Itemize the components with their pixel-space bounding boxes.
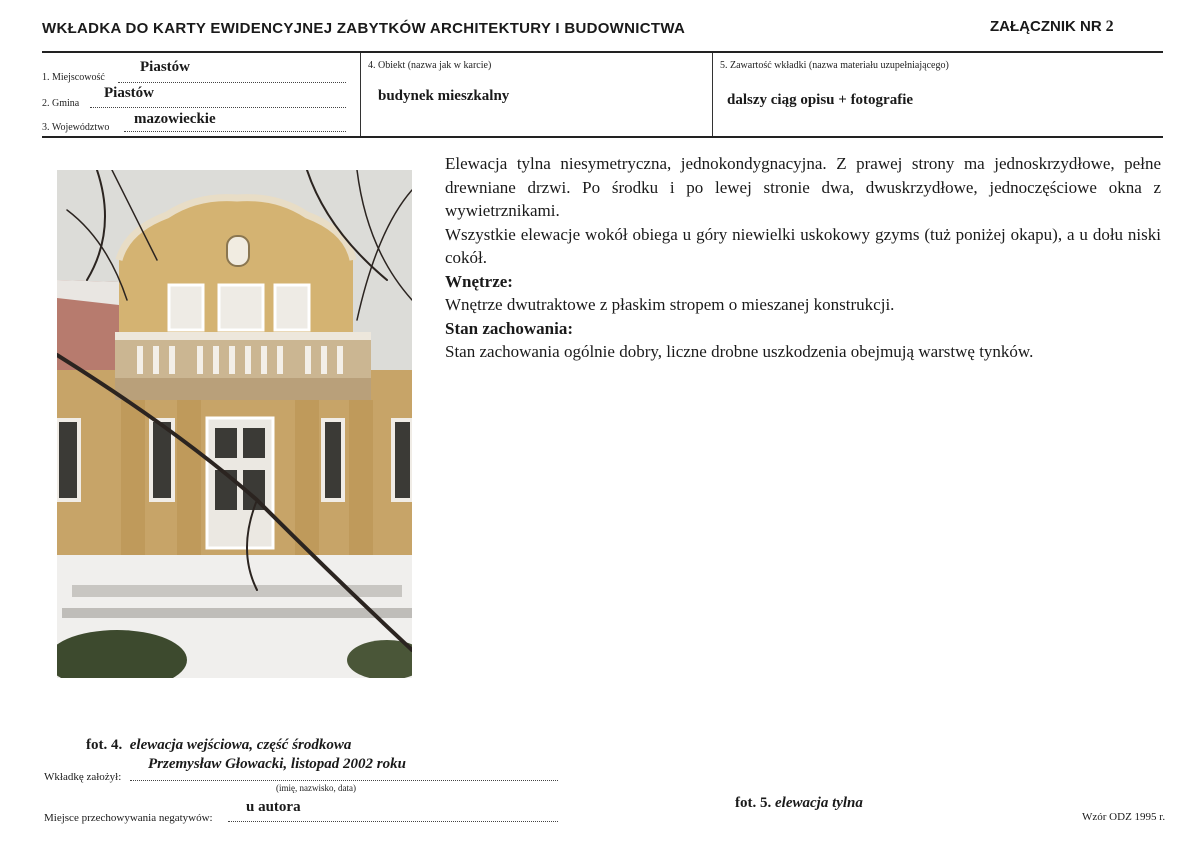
field2-label: 2. Gmina	[42, 98, 80, 109]
field3-label: 3. Województwo	[42, 122, 110, 133]
storage-label: Miejsce przechowywania negatywów:	[44, 812, 213, 824]
author-value	[148, 756, 406, 773]
field3-dots	[124, 131, 346, 132]
author-label: Wkładkę założył:	[44, 771, 122, 783]
caption-fot4-text: elewacja wejściowa, część środkowa	[129, 737, 352, 753]
form-divider-1	[360, 53, 361, 137]
field1-label: 1. Miejscowość	[42, 72, 105, 83]
annex-label	[990, 18, 1114, 36]
paragraph-cornice: Wszystkie elewacje wokół obiega u góry niewielki uskokowy gzyms (tuż poniżej okapu), a u dołu niski cokół.	[445, 224, 1161, 267]
storage-dots	[228, 821, 558, 822]
caption-fot5-text: elewacja tylna	[775, 795, 863, 811]
field1-value: Piastów	[140, 59, 190, 75]
heading-condition: Stan zachowania:	[445, 318, 573, 338]
paragraph-interior: Wnętrze dwutraktowe z płaskim stropem o mieszanej konstrukcji.	[445, 295, 895, 314]
field2-value: Piastów	[104, 85, 154, 101]
field2-dots	[90, 107, 346, 108]
field1-dots	[118, 82, 346, 83]
form-bottom-rule	[42, 136, 1163, 138]
storage-value: u autora	[246, 799, 301, 815]
caption-fot4-number: fot. 4.	[86, 737, 123, 753]
field4-value: budynek mieszkalny	[378, 88, 510, 104]
field4-label: 4. Obiekt (nazwa jak w karcie)	[368, 60, 492, 71]
annex-number: 2	[1105, 18, 1114, 35]
description-text	[445, 152, 1161, 364]
form-divider-2	[712, 53, 713, 137]
heading-interior: Wnętrze:	[445, 271, 513, 291]
author-hint: (imię, nazwisko, data)	[276, 783, 356, 793]
author-dots	[130, 780, 558, 781]
caption-fot4	[86, 737, 351, 754]
field5-label: 5. Zawartość wkładki (nazwa materiału uzupełniającego)	[720, 60, 949, 71]
field5-value: dalszy ciąg opisu + fotografie	[727, 92, 914, 108]
author-value-text: Przemysław Głowacki, listopad 2002 roku	[148, 756, 406, 772]
caption-fot5	[735, 795, 863, 812]
building-photo	[57, 170, 412, 678]
form-title: WKŁADKA DO KARTY EWIDENCYJNEJ ZABYTKÓW ARCHITEKTURY I BUDOWNICTWA	[42, 20, 686, 37]
paragraph-rear-elevation: Elewacja tylna niesymetryczna, jednokondygnacyjna. Z prawej strony ma jednoskrzydłowe, pełne drewniane drzwi. Po środku i po lewej stronie dwa, dwuskrzydłowe, jednoczęściowe okna z wywietrznikami.	[445, 154, 1161, 220]
header-top-rule	[42, 51, 1163, 53]
template-note: Wzór ODZ 1995 r.	[1082, 811, 1166, 823]
caption-fot5-number: fot. 5.	[735, 795, 772, 811]
field3-value: mazowieckie	[134, 111, 216, 127]
annex-label-text: ZAŁĄCZNIK NR	[990, 18, 1102, 35]
paragraph-condition: Stan zachowania ogólnie dobry, liczne drobne uszkodzenia obejmują warstwę tynków.	[445, 342, 1034, 361]
